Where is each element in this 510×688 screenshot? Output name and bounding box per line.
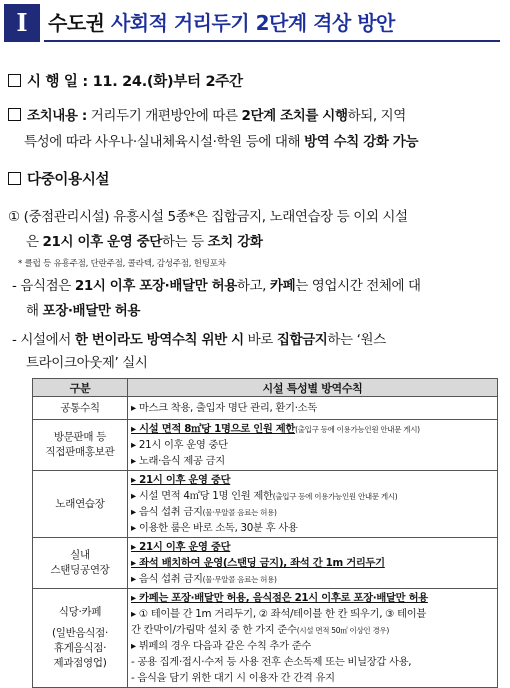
paragraph-3-line2: 트라이크아웃제’ 실시 bbox=[26, 355, 148, 371]
p2-text: 해 bbox=[26, 303, 43, 319]
measures-text: 하되, 지역 bbox=[347, 108, 406, 124]
rule-line: ▸ ① 테이블 간 1m 거리두기, ② 좌석/테이블 한 칸 띄우기, ③ 테이블 bbox=[131, 608, 427, 620]
row-label bbox=[33, 589, 128, 688]
p3-text: - 시설에서 bbox=[12, 332, 75, 348]
measures-text-bold: 방역 수칙 강화 가능 bbox=[304, 134, 419, 150]
header-underline bbox=[44, 40, 500, 42]
p2-text-bold: 21시 이후 포장·배달만 허용 bbox=[74, 278, 237, 294]
row-label-text: 식당·카페 bbox=[58, 606, 102, 618]
measures-text: 특성에 따라 사우나·실내체육시설·학원 등에 대해 bbox=[24, 134, 305, 150]
p2-text: 는 영업시간 전체에 대 bbox=[295, 278, 421, 294]
row-rules bbox=[128, 538, 498, 589]
row-label bbox=[33, 538, 128, 589]
rule-line: ▸ 21시 이후 운영 중단 bbox=[131, 474, 231, 486]
paragraph-1-line1: ① (중점관리시설) 유흥시설 5종*은 집합금지, 노래연습장 등 이외 시설 bbox=[8, 209, 408, 225]
schedule-text: 시 행 일 : 11. 24.(화)부터 2주간 bbox=[27, 74, 243, 90]
rule-line bbox=[131, 504, 497, 520]
rule-line-text: ▸ 음식 섭취 금지 bbox=[131, 506, 203, 518]
p1-text: 하는 등 bbox=[161, 234, 208, 250]
row-rules bbox=[128, 589, 498, 688]
rule-line: ▸ 뷔페의 경우 다음과 같은 수칙 추가 준수 bbox=[131, 640, 312, 652]
row-label-text: 제과점영업) bbox=[53, 657, 107, 669]
rule-line-text: ▸ 음식 섭취 금지 bbox=[131, 573, 203, 585]
rule-line: ▸ 21시 이후 운영 중단 bbox=[131, 541, 231, 553]
page-title bbox=[48, 7, 395, 36]
measures-text-bold: 2단계 조치를 시행 bbox=[241, 108, 348, 124]
rule-line-text: ▸ 시설 면적 8㎡당 1명으로 인원 제한 bbox=[131, 423, 296, 435]
p2-text-bold: 카페 bbox=[269, 278, 296, 294]
rule-line: ▸ 21시 이후 운영 중단 bbox=[131, 439, 228, 451]
measures-table bbox=[32, 378, 498, 688]
row-label-text: 휴게음식점· bbox=[53, 642, 107, 654]
row-label bbox=[33, 397, 128, 420]
p3-text-bold: 한 번이라도 방역수칙 위반 시 bbox=[74, 332, 244, 348]
p1-text-bold: 21시 이후 운영 중단 bbox=[42, 234, 162, 250]
rule-note: (물·무알콜 음료는 허용) bbox=[202, 575, 277, 584]
checkbox-square-icon bbox=[8, 74, 21, 87]
row-label-text: 실내 bbox=[70, 549, 90, 561]
p3-text: 하는 ‘원스 bbox=[327, 332, 386, 348]
row-label-text: 공통수칙 bbox=[60, 401, 100, 414]
row-label bbox=[33, 420, 128, 471]
table-row bbox=[33, 538, 498, 589]
p2-text: - 음식점은 bbox=[12, 278, 75, 294]
rule-line: ▸ 카페는 포장·배달만 허용, 음식점은 21시 이후로 포장·배달만 허용 bbox=[131, 592, 428, 604]
rule-line bbox=[131, 571, 497, 587]
rule-note: (출입구 등에 이용가능인원 안내문 게시) bbox=[272, 492, 398, 501]
rule-line bbox=[131, 622, 497, 638]
p3-text: 바로 bbox=[243, 332, 277, 348]
facilities-label: 다중이용시설 bbox=[27, 172, 110, 188]
section-header bbox=[4, 4, 500, 42]
row-label bbox=[33, 471, 128, 538]
rule-line: ▸ 마스크 착용, 출입자 명단 관리, 환기·소독 bbox=[131, 402, 317, 414]
rule-line: - 음식을 담기 위한 대기 시 이용자 간 간격 유지 bbox=[131, 672, 335, 684]
title-main: 사회적 거리두기 2단계 격상 방안 bbox=[110, 11, 395, 35]
rule-line bbox=[131, 421, 497, 437]
row-label-text: 직접판매홍보관 bbox=[45, 446, 115, 458]
rule-line-text: ▸ 시설 면적 4㎡당 1명 인원 제한 bbox=[131, 490, 273, 502]
p1-text-bold: 조치 강화 bbox=[207, 234, 263, 250]
measures-label: 조치내용 : bbox=[27, 108, 87, 124]
p1-text: 은 bbox=[26, 234, 43, 250]
rule-line: ▸ 노래·음식 제공 금지 bbox=[131, 455, 225, 467]
row-label-text: 방문판매 등 bbox=[53, 431, 107, 443]
p2-text: 하고, bbox=[236, 278, 270, 294]
table-row bbox=[33, 397, 498, 420]
rule-note: (물·무알콜 음료는 허용) bbox=[202, 508, 277, 517]
p3-text-bold: 집합금지 bbox=[276, 332, 328, 348]
footnote: * 클럽 등 유흥주점, 단란주점, 콜라텍, 감성주점, 헌팅포차 bbox=[18, 259, 226, 269]
schedule-item bbox=[8, 70, 243, 91]
table-header-rules: 시설 특성별 방역수칙 bbox=[128, 379, 498, 397]
section-number: I bbox=[4, 4, 40, 42]
facilities-item bbox=[8, 168, 109, 189]
checkbox-square-icon bbox=[8, 172, 21, 185]
measures-line2 bbox=[24, 130, 418, 155]
paragraph-2-line1 bbox=[12, 274, 421, 299]
measures-text: 거리두기 개편방안에 따른 bbox=[86, 108, 242, 124]
rule-line: - 공용 집게·접시·수저 등 사용 전후 손소독제 또는 비닐장갑 사용, bbox=[131, 656, 412, 668]
rule-line-text: 간 칸막이/가림막 설치 중 한 가지 준수 bbox=[131, 624, 297, 636]
row-label-text: 스탠딩공연장 bbox=[50, 564, 110, 576]
table-row bbox=[33, 589, 498, 688]
rule-note: (시설 면적 50㎡ 이상인 경우) bbox=[296, 626, 389, 635]
rule-note: (출입구 등에 이용가능인원 안내문 게시) bbox=[295, 425, 420, 434]
row-rules bbox=[128, 420, 498, 471]
paragraph-2-line2 bbox=[26, 299, 140, 324]
paragraph-3-line1 bbox=[12, 328, 386, 353]
paragraph-1-line2 bbox=[26, 230, 263, 255]
table-header-category: 구분 bbox=[33, 379, 128, 397]
rule-line: ▸ 이용한 룸은 바로 소독, 30분 후 사용 bbox=[131, 522, 298, 534]
rule-line bbox=[131, 488, 497, 504]
checkbox-square-icon bbox=[8, 108, 21, 121]
row-label-text: 노래연습장 bbox=[55, 497, 105, 510]
table-row bbox=[33, 471, 498, 538]
row-rules bbox=[128, 397, 498, 420]
rule-line: ▸ 좌석 배치하여 운영(스탠딩 금지), 좌석 간 1m 거리두기 bbox=[131, 557, 385, 569]
p2-text-bold: 포장·배달만 허용 bbox=[42, 303, 141, 319]
table-row bbox=[33, 420, 498, 471]
measures-item bbox=[8, 104, 406, 129]
title-prefix: 수도권 bbox=[48, 11, 105, 35]
table-header-row bbox=[33, 379, 498, 397]
row-label-text: (일반음식점· bbox=[51, 627, 109, 639]
row-rules bbox=[128, 471, 498, 538]
